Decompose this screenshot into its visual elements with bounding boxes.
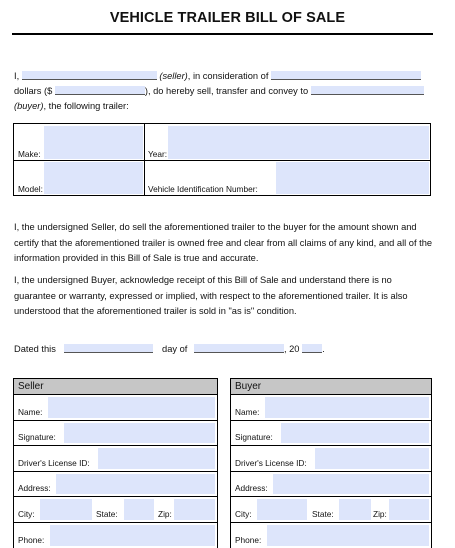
- dated-period: .: [322, 344, 325, 354]
- buyer-license-row: [231, 446, 431, 472]
- make-input[interactable]: [44, 126, 143, 159]
- year-input[interactable]: [168, 126, 429, 159]
- dollars-text: dollars ($: [14, 86, 53, 96]
- intro-i-text: I,: [14, 71, 20, 81]
- buyer-phone-row: [231, 523, 431, 548]
- year-prefix-text: , 20: [283, 344, 300, 354]
- buyer-zip-label: Zip:: [373, 508, 387, 519]
- grid-divider-h: [14, 160, 430, 161]
- buyer-name-field[interactable]: [311, 86, 424, 95]
- day-of-text: day of: [162, 344, 188, 354]
- seller-phone-row: [14, 523, 217, 548]
- seller-city-label: City:: [18, 508, 35, 519]
- year-label: Year:: [148, 149, 168, 159]
- buyer-address-input[interactable]: [273, 474, 429, 495]
- buyer-state-label: State:: [312, 508, 334, 519]
- seller-signature-input[interactable]: [64, 423, 215, 444]
- buyer-name-row: [231, 395, 431, 421]
- document-title: VEHICLE TRAILER BILL OF SALE: [109, 10, 346, 26]
- month-field[interactable]: [194, 344, 284, 353]
- seller-city-row: [14, 497, 217, 523]
- seller-signature-row: [14, 421, 217, 447]
- buyer-license-label: Driver's License ID:: [235, 457, 307, 468]
- buyer-phone-input[interactable]: [267, 525, 429, 547]
- buyer-city-label: City:: [235, 508, 252, 519]
- seller-statement: I, the undersigned Seller, do sell the aforementioned trailer to the buyer for the amount shown and certify that the aforementioned trailer is owned free and clear from all claims of any kind, and all of the information provided in this Bill of Sale is true and accurate.: [14, 222, 433, 263]
- seller-state-label: State:: [96, 508, 118, 519]
- seller-name-input[interactable]: [48, 397, 215, 418]
- seller-phone-label: Phone:: [18, 535, 45, 545]
- buyer-city-row: [231, 497, 431, 523]
- seller-city-input[interactable]: [40, 499, 92, 520]
- seller-phone-input[interactable]: [50, 525, 215, 547]
- buyer-state-input[interactable]: [339, 499, 371, 520]
- day-field[interactable]: [64, 344, 153, 353]
- amount-words-field[interactable]: [271, 71, 421, 80]
- seller-role-text: (seller): [159, 71, 188, 81]
- seller-address-input[interactable]: [56, 474, 215, 495]
- buyer-signature-input[interactable]: [281, 423, 429, 444]
- dated-line: [14, 344, 325, 355]
- seller-zip-label: Zip:: [158, 508, 172, 519]
- intro-line-3: [14, 101, 129, 112]
- buyer-address-label: Address:: [235, 483, 268, 493]
- buyer-address-row: [231, 472, 431, 498]
- seller-license-input[interactable]: [98, 448, 215, 469]
- buyer-name-input[interactable]: [265, 397, 429, 418]
- seller-table: [13, 378, 218, 548]
- seller-name-label: Name:: [18, 406, 43, 417]
- seller-state-input[interactable]: [124, 499, 154, 520]
- intro-line-2: [14, 86, 424, 97]
- buyer-signature-row: [231, 421, 431, 447]
- following-trailer-text: , the following trailer:: [43, 101, 129, 111]
- amount-number-field[interactable]: [55, 86, 145, 95]
- year-field[interactable]: [302, 344, 322, 353]
- trailer-details-table: [13, 123, 431, 196]
- dated-this-text: Dated this: [14, 344, 56, 354]
- buyer-header: Buyer: [231, 379, 431, 395]
- seller-name-field[interactable]: [22, 71, 157, 80]
- model-label: Model:: [18, 184, 43, 194]
- seller-header: Seller: [14, 379, 217, 395]
- title-rule: [12, 33, 433, 35]
- convey-text: ), do hereby sell, transfer and convey to: [144, 86, 309, 96]
- seller-address-label: Address:: [18, 483, 51, 493]
- buyer-statement: I, the undersigned Buyer, acknowledge receipt of this Bill of Sale and understand there is no guarantee or warranty, expressed or implied, with respect to the aforementioned trailer. It is also understood that the aforementioned trailer is sold in "as is" condition.: [14, 275, 408, 316]
- buyer-zip-input[interactable]: [389, 499, 429, 520]
- make-label: Make:: [18, 149, 41, 159]
- buyer-role-text: (buyer): [14, 101, 44, 111]
- grid-divider-v: [144, 124, 145, 195]
- buyer-phone-label: Phone:: [235, 535, 262, 545]
- buyer-table: [230, 378, 432, 548]
- buyer-license-input[interactable]: [315, 448, 429, 469]
- vin-input[interactable]: [276, 162, 429, 194]
- seller-address-row: [14, 472, 217, 498]
- intro-line-1: [14, 71, 421, 82]
- seller-zip-input[interactable]: [174, 499, 215, 520]
- buyer-city-input[interactable]: [257, 499, 307, 520]
- seller-license-row: [14, 446, 217, 472]
- vin-label: Vehicle Identification Number:: [148, 184, 258, 194]
- consideration-text: , in consideration of: [187, 71, 269, 81]
- model-input[interactable]: [44, 162, 143, 194]
- seller-name-row: [14, 395, 217, 421]
- seller-license-label: Driver's License ID:: [18, 457, 90, 468]
- seller-signature-label: Signature:: [18, 432, 56, 442]
- buyer-signature-label: Signature:: [235, 432, 273, 442]
- buyer-name-label: Name:: [235, 406, 260, 417]
